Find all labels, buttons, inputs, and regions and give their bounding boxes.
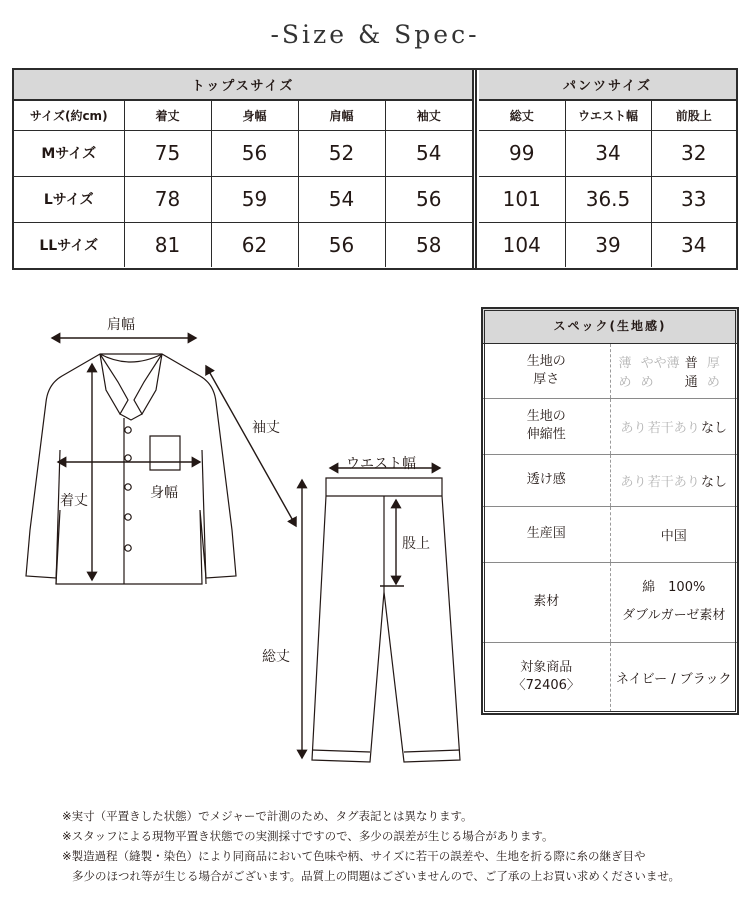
cell: 32 bbox=[651, 130, 736, 176]
option: あり bbox=[620, 474, 647, 490]
tops-size-table bbox=[14, 70, 472, 267]
total-length-label: 総丈 bbox=[262, 649, 290, 665]
spec-row-origin bbox=[483, 506, 737, 562]
shirt-collar bbox=[100, 354, 162, 362]
cell: 75 bbox=[124, 130, 211, 176]
spec-row-material bbox=[483, 562, 737, 642]
note-line: ※製造過程（縫製・染色）により同商品において色味や柄、サイズに若干の誤差や、生地を折る際に糸の継ぎ目や bbox=[62, 849, 646, 863]
cell: 54 bbox=[298, 176, 385, 222]
table-divider bbox=[472, 70, 477, 268]
length-label: 着丈 bbox=[60, 493, 88, 509]
size-label: LLサイズ bbox=[39, 237, 99, 254]
table-row bbox=[14, 222, 472, 267]
option-selected: なし bbox=[700, 420, 727, 436]
col-size: サイズ(約cm) bbox=[14, 100, 124, 130]
garment-illustration bbox=[0, 290, 470, 790]
option: あり bbox=[620, 420, 647, 436]
cell: 58 bbox=[385, 222, 472, 267]
spec-key: 生産国 bbox=[483, 506, 610, 562]
table-row bbox=[14, 130, 472, 176]
option: 若干あり bbox=[647, 420, 700, 436]
cell: 78 bbox=[124, 176, 211, 222]
option: 若干あり bbox=[647, 474, 700, 490]
cell: 33 bbox=[651, 176, 736, 222]
garment-diagram bbox=[0, 290, 470, 790]
option: 薄め bbox=[618, 355, 632, 390]
spec-key: 生地の 伸縮性 bbox=[483, 398, 610, 454]
spec-key: 対象商品 〈72406〉 bbox=[483, 642, 610, 712]
note-line: 多少のほつれ等が生じる場合がございます。品質上の問題はございませんので、ご了承の上お買い求めくださいませ。 bbox=[72, 869, 680, 883]
tops-header: トップスサイズ bbox=[14, 70, 472, 100]
spec-row-stretch bbox=[483, 398, 737, 454]
col-waist: ウエスト幅 bbox=[565, 100, 651, 130]
cell: 36.5 bbox=[565, 176, 651, 222]
spec-key: 生地の 厚さ bbox=[483, 343, 610, 398]
material-value: 綿 100% ダブルガーゼ素材 bbox=[610, 562, 737, 642]
size-label: Lサイズ bbox=[14, 176, 124, 222]
thickness-options bbox=[611, 352, 738, 390]
cell: 104 bbox=[502, 232, 541, 257]
page-title: -Size & Spec- bbox=[270, 20, 480, 49]
option-selected: 普通 bbox=[684, 355, 698, 390]
size-table bbox=[12, 68, 738, 270]
sheer-options bbox=[611, 471, 738, 490]
cell: 39 bbox=[565, 222, 651, 267]
rise-label: 股上 bbox=[402, 536, 430, 552]
cell: 56 bbox=[298, 222, 385, 267]
cell: 52 bbox=[298, 130, 385, 176]
spec-header: スペック(生地感) bbox=[483, 309, 737, 343]
spec-row-target bbox=[483, 642, 737, 712]
cell: 56 bbox=[211, 130, 298, 176]
spec-row-thickness bbox=[483, 343, 737, 398]
target-value: ネイビー / ブラック bbox=[615, 671, 732, 687]
option-selected: なし bbox=[700, 474, 727, 490]
option: やや薄め bbox=[640, 355, 680, 390]
notes bbox=[62, 806, 680, 886]
cell: 34 bbox=[651, 222, 736, 267]
col-sleeve: 袖丈 bbox=[385, 100, 472, 130]
shoulder-label: 肩幅 bbox=[107, 317, 135, 333]
width-label: 身幅 bbox=[150, 485, 178, 501]
col-shoulder: 肩幅 bbox=[298, 100, 385, 130]
spec-key: 透け感 bbox=[483, 454, 610, 506]
col-length: 着丈 bbox=[124, 100, 211, 130]
spec-row-sheer bbox=[483, 454, 737, 506]
cell: 99 bbox=[479, 130, 565, 176]
col-total-length: 総丈 bbox=[479, 100, 565, 130]
cell: 56 bbox=[385, 176, 472, 222]
cell: 34 bbox=[565, 130, 651, 176]
origin-value: 中国 bbox=[610, 506, 737, 562]
pants-outline bbox=[312, 478, 460, 762]
waist-label: ウエスト幅 bbox=[346, 456, 416, 472]
cell: 81 bbox=[124, 222, 211, 267]
table-row bbox=[479, 222, 736, 267]
cell: 54 bbox=[385, 130, 472, 176]
note-line: ※実寸（平置きした状態）でメジャーで計測のため、タグ表記とは異なります。 bbox=[62, 809, 473, 823]
col-rise: 前股上 bbox=[651, 100, 736, 130]
shirt-pocket bbox=[150, 436, 180, 470]
table-row bbox=[14, 176, 472, 222]
option: 厚め bbox=[706, 355, 720, 390]
pants-header: パンツサイズ bbox=[479, 70, 736, 100]
pants-size-table bbox=[479, 70, 736, 267]
cell: 62 bbox=[211, 222, 298, 267]
table-row bbox=[479, 130, 736, 176]
col-width: 身幅 bbox=[211, 100, 298, 130]
stretch-options bbox=[611, 417, 738, 436]
spec-table bbox=[481, 307, 739, 715]
size-label: Mサイズ bbox=[14, 130, 124, 176]
cell: 59 bbox=[211, 176, 298, 222]
note-line: ※スタッフによる現物平置き状態での実測採寸ですので、多少の誤差が生じる場合があります。 bbox=[62, 829, 554, 843]
table-row bbox=[479, 176, 736, 222]
sleeve-label: 袖丈 bbox=[252, 420, 280, 436]
sleeve-arrow bbox=[206, 366, 296, 526]
spec-key: 素材 bbox=[483, 562, 610, 642]
cell: 101 bbox=[479, 176, 565, 222]
